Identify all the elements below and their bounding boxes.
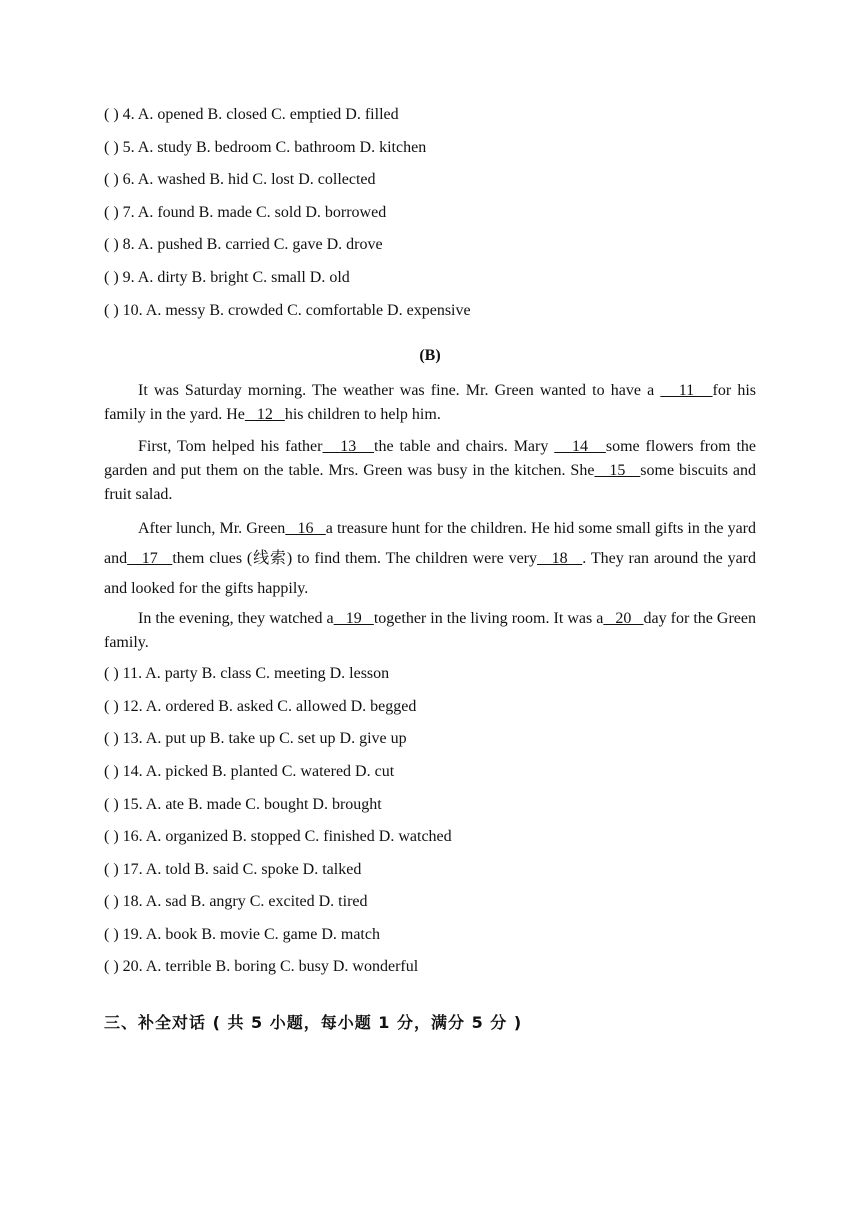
blank-13: 13 bbox=[322, 438, 375, 455]
section-3-heading: 三、补全对话 ( 共 5 小题，每小题 1 分，满分 5 分 ) bbox=[104, 1013, 523, 1032]
blank-15: 15 bbox=[594, 462, 641, 479]
passage-text: for his family in the yard. He bbox=[104, 382, 757, 423]
question-12: ( ) 12. A. ordered B. asked C. allowed D. begged bbox=[104, 698, 417, 715]
blank-11: 11 bbox=[660, 382, 713, 399]
passage-text: together in the living room. It was a bbox=[373, 610, 604, 627]
passage-paragraph-1 bbox=[104, 379, 756, 427]
passage-paragraph-2 bbox=[104, 435, 756, 507]
blank-14: 14 bbox=[554, 438, 606, 455]
question-18: ( ) 18. A. sad B. angry C. excited D. tired bbox=[104, 893, 368, 910]
question-9: ( ) 9. A. dirty B. bright C. small D. old bbox=[104, 269, 350, 286]
question-10: ( ) 10. A. messy B. crowded C. comfortable D. expensive bbox=[104, 302, 471, 319]
question-15: ( ) 15. A. ate B. made C. bought D. brought bbox=[104, 796, 382, 813]
section-b-title: (B) bbox=[419, 347, 441, 364]
question-11: ( ) 11. A. party B. class C. meeting D. lesson bbox=[104, 665, 390, 682]
blank-20: 20 bbox=[603, 610, 644, 627]
passage-text: . They ran around the yard and looked for the gifts happily. bbox=[104, 550, 757, 597]
passage-text: After lunch, Mr. Green bbox=[138, 520, 286, 537]
blank-18: 18 bbox=[537, 550, 583, 567]
question-14: ( ) 14. A. picked B. planted C. watered D. cut bbox=[104, 763, 395, 780]
question-8: ( ) 8. A. pushed B. carried C. gave D. drove bbox=[104, 236, 383, 253]
passage-text: First, Tom helped his father bbox=[138, 438, 323, 455]
question-5: ( ) 5. A. study B. bedroom C. bathroom D. kitchen bbox=[104, 139, 427, 156]
question-4: ( ) 4. A. opened B. closed C. emptied D. filled bbox=[104, 106, 399, 123]
passage-text: a treasure hunt for the children. He hid some small gifts in the yard and bbox=[104, 520, 756, 567]
question-17: ( ) 17. A. told B. said C. spoke D. talked bbox=[104, 861, 362, 878]
question-20: ( ) 20. A. terrible B. boring C. busy D. wonderful bbox=[104, 958, 419, 975]
passage-text: In the evening, they watched a bbox=[138, 610, 334, 627]
passage-text: day for the Green family. bbox=[104, 610, 756, 651]
question-16: ( ) 16. A. organized B. stopped C. finished D. watched bbox=[104, 828, 452, 845]
passage-text: the table and chairs. Mary bbox=[374, 438, 555, 455]
question-7: ( ) 7. A. found B. made C. sold D. borrowed bbox=[104, 204, 387, 221]
passage-paragraph-4 bbox=[104, 607, 756, 655]
blank-19: 19 bbox=[333, 610, 374, 627]
question-13: ( ) 13. A. put up B. take up C. set up D. give up bbox=[104, 730, 407, 747]
passage-text: some flowers from the garden and put them on the table. Mrs. Green was busy in the kitchen. She bbox=[104, 438, 757, 479]
blank-12: 12 bbox=[244, 406, 285, 423]
passage-text: It was Saturday morning. The weather was fine. Mr. Green wanted to have a bbox=[138, 382, 661, 399]
blank-16: 16 bbox=[285, 520, 326, 537]
question-19: ( ) 19. A. book B. movie C. game D. match bbox=[104, 926, 380, 943]
blank-17: 17 bbox=[127, 550, 173, 567]
passage-text: them clues (线索) to find them. The children were very bbox=[172, 550, 538, 567]
question-6: ( ) 6. A. washed B. hid C. lost D. collected bbox=[104, 171, 376, 188]
passage-text: his children to help him. bbox=[284, 406, 441, 423]
passage-paragraph-3 bbox=[104, 514, 756, 604]
passage-text: some biscuits and fruit salad. bbox=[104, 462, 757, 503]
